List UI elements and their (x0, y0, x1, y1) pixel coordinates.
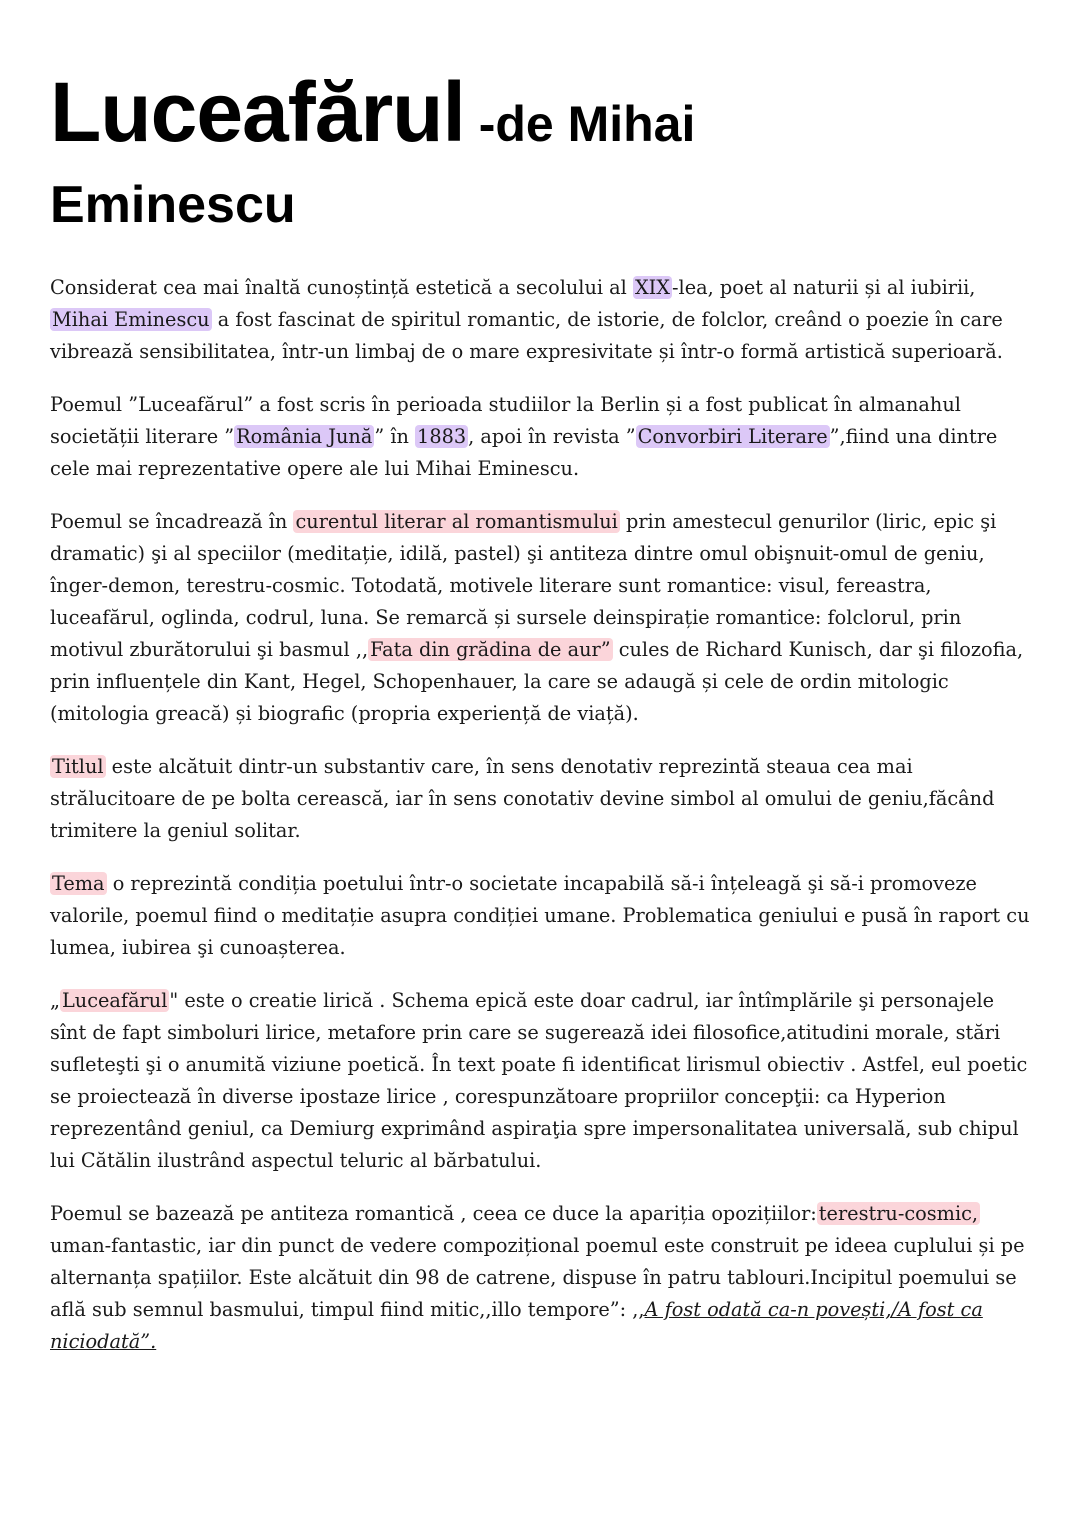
title-author-surname: Eminescu (50, 176, 296, 234)
paragraph (50, 868, 1035, 964)
paragraph (50, 272, 1035, 368)
text-run: „ (50, 989, 60, 1012)
paragraph (50, 389, 1035, 485)
text-run: ”,fiind una dintre cele mai reprezentative opere ale lui Mihai Eminescu. (50, 425, 998, 480)
highlighted-text: Fata din grădina de aur” (370, 638, 611, 661)
highlighted-text: Titlul (52, 755, 104, 778)
highlighted-text: România Jună (236, 425, 373, 448)
text-run: , apoi în revista ” (468, 425, 636, 448)
text-run: Poemul se încadrează în (50, 510, 294, 533)
text-run: cules de Richard Kunisch, dar şi filozofia, prin influențele din Kant, Hegel, Schopenhauer, la care se adaugă și cele de ordin mitologic (mitologia greacă) și biografic (propria experiență de viață). (50, 638, 1024, 725)
text-run: prin amestecul genurilor (liric, epic şi dramatic) şi al speciilor (meditație, idilă, pastel) şi antiteza dintre omul obişnuit-omul de geniu, înger-demon, terestru-cosmic. Totodată, motivele literare sunt romantice: visul, fereastra, luceafărul, oglinda, codrul, luna. Se remarcă și sursele deinspirație romantice: folclorul, prin motivul zburătorului şi basmul ,, (50, 510, 997, 661)
paragraph (50, 506, 1035, 730)
paragraph (50, 751, 1035, 847)
title-author-prefix: -de Mihai (464, 96, 696, 152)
highlighted-text: 1883 (417, 425, 467, 448)
text-run: " este o creatie lirică . Schema epică este doar cadrul, iar întîmplările şi personajele sînt de fapt simboluri lirice, metafore prin care se sugerează idei filosofice,atitudini morale, stări sufleteşti şi o anumită viziune poetică. În text poate fi identificat lirismul obiectiv . Astfel, eul poetic se proiectează în diverse ipostaze lirice , corespunzătoare propriilor concepţii: ca Hyperion reprezentând geniul, ca Demiurg exprimând aspiraţia spre impersonalitatea universală, sub chipul lui Cătălin ilustrând aspectul teluric al bărbatului. (50, 989, 1028, 1172)
text-run: uman-fantastic, iar din punct de vedere compozițional poemul este construit pe ideea cuplului și pe alternanța spațiilor. Este alcătuit din 98 de catrene, dispuse în patru tablouri.Incipitul poemului se află sub semnul basmului, timpul fiind mitic,,illo tempore”: ,, (50, 1234, 1025, 1321)
title-main: Luceafărul (50, 65, 465, 159)
text-run: a fost fascinat de spiritul romantic, de istorie, de folclor, creând o poezie în care vibrează sensibilitatea, într-un limbaj de o mare expresivitate și într-o formă artistică superioară. (50, 308, 1003, 363)
highlighted-text: XIX (634, 276, 671, 299)
text-run: Poemul ”Luceafărul” a fost scris în perioada studiilor la Berlin și a fost publicat în almanahul societății literare ” (50, 393, 961, 448)
text-run: Poemul se bazează pe antiteza romantică , ceea ce duce la apariția opozițiilor: (50, 1202, 817, 1225)
highlighted-text: terestru-cosmic, (818, 1202, 979, 1225)
highlighted-text: Tema (52, 872, 105, 895)
highlighted-text: Convorbiri Literare (637, 425, 828, 448)
text-run: este alcătuit dintr-un substantiv care, în sens denotativ reprezintă steaua cea mai strălucitoare de pe bolta cerească, iar în sens conotativ devine simbol al omului de geniu,făcând trimitere la geniul solitar. (50, 755, 995, 842)
highlighted-text: Mihai Eminescu (52, 308, 210, 331)
document-body (50, 272, 1035, 1379)
text-run: Considerat cea mai înaltă cunoștință estetică a secolului al (50, 276, 633, 299)
document-title (50, 62, 1030, 238)
paragraph (50, 985, 1035, 1177)
paragraph (50, 1198, 1035, 1358)
highlighted-text: Luceafărul (62, 989, 168, 1012)
text-run: o reprezintă condiția poetului într-o societate incapabilă să-i înțeleagă şi să-i promoveze valorile, poemul fiind o meditație asupra condiției umane. Problematica geniului e pusă în raport cu lumea, iubirea şi cunoașterea. (50, 872, 1030, 959)
text-run: -lea, poet al naturii și al iubirii, (672, 276, 976, 299)
text-run: ” în (374, 425, 416, 448)
quoted-verse: A fost odată ca-n povești,/A fost ca niciodată”. (50, 1298, 983, 1353)
highlighted-text: curentul literar al romantismului (295, 510, 618, 533)
